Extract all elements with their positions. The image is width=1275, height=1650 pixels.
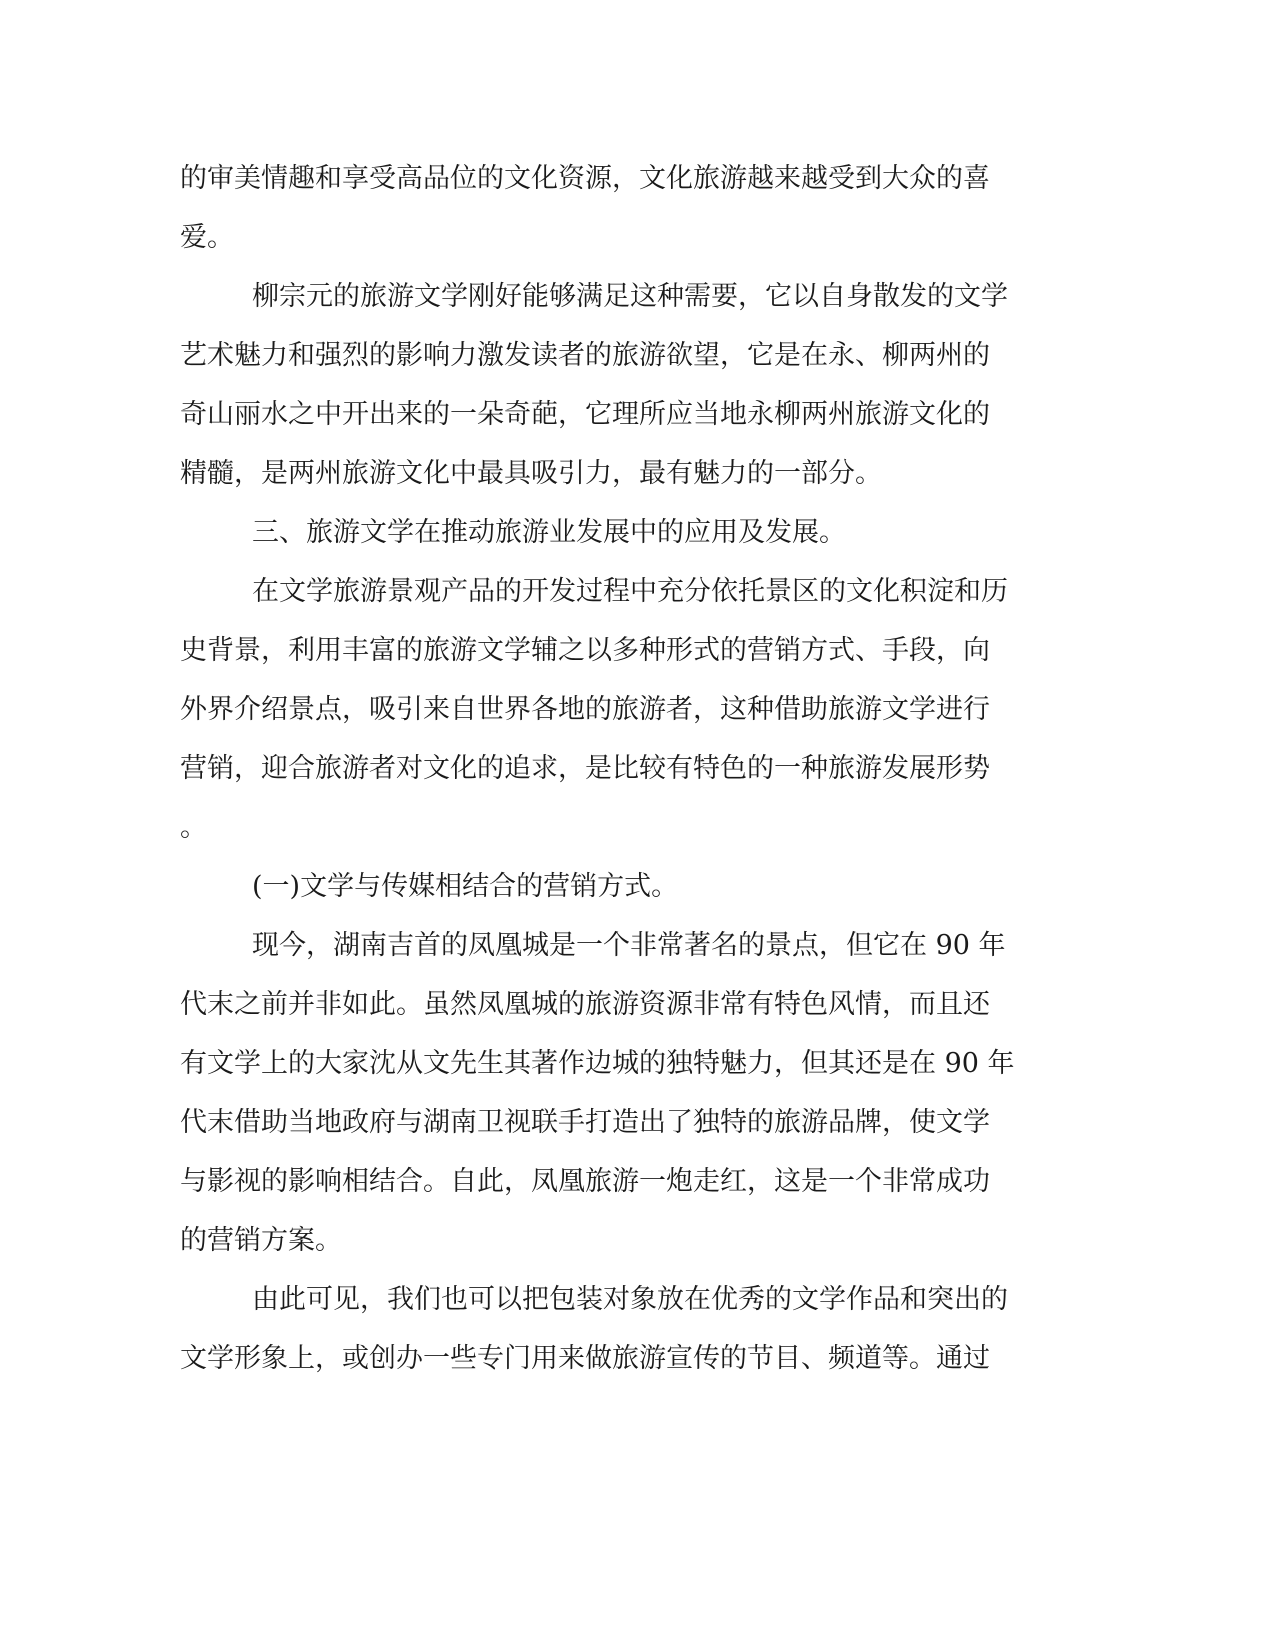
text-line-3: 柳宗元的旅游文学刚好能够满足这种需要，它以自身散发的文学 bbox=[252, 281, 1008, 312]
text-line-1: 的审美情趣和享受高品位的文化资源，文化旅游越来越受到大众的喜 bbox=[180, 163, 990, 194]
text-line-16: 有文学上的大家沈从文先生其著作边城的独特魅力，但其还是在 90 年 bbox=[180, 1048, 1015, 1079]
text-line-18: 与影视的影响相结合。自此，凤凰旅游一炮走红，这是一个非常成功 bbox=[180, 1166, 990, 1197]
text-line-14: 现今，湖南吉首的凤凰城是一个非常著名的景点，但它在 90 年 bbox=[252, 930, 1006, 961]
text-line-6: 精髓，是两州旅游文化中最具吸引力，最有魅力的一部分。 bbox=[180, 458, 882, 489]
text-line-20: 由此可见，我们也可以把包装对象放在优秀的文学作品和突出的 bbox=[252, 1284, 1008, 1315]
text-line-21: 文学形象上，或创办一些专门用来做旅游宣传的节目、频道等。通过 bbox=[180, 1343, 990, 1374]
text-line-15: 代末之前并非如此。虽然凤凰城的旅游资源非常有特色风情，而且还 bbox=[180, 989, 990, 1020]
text-line-12: 。 bbox=[180, 812, 207, 843]
section-heading: 三、旅游文学在推动旅游业发展中的应用及发展。 bbox=[252, 517, 846, 548]
text-line-17: 代末借助当地政府与湖南卫视联手打造出了独特的旅游品牌，使文学 bbox=[180, 1107, 990, 1138]
text-line-19: 的营销方案。 bbox=[180, 1225, 342, 1256]
subsection-heading: (一)文学与传媒相结合的营销方式。 bbox=[252, 871, 679, 902]
text-line-11: 营销，迎合旅游者对文化的追求，是比较有特色的一种旅游发展形势 bbox=[180, 753, 990, 784]
text-line-8: 在文学旅游景观产品的开发过程中充分依托景区的文化积淀和历 bbox=[252, 576, 1008, 607]
text-line-5: 奇山丽水之中开出来的一朵奇葩，它理所应当地永柳两州旅游文化的 bbox=[180, 399, 990, 430]
text-line-10: 外界介绍景点，吸引来自世界各地的旅游者，这种借助旅游文学进行 bbox=[180, 694, 990, 725]
text-line-2: 爱。 bbox=[180, 222, 234, 253]
text-line-4: 艺术魅力和强烈的影响力激发读者的旅游欲望，它是在永、柳两州的 bbox=[180, 340, 990, 371]
text-line-9: 史背景，利用丰富的旅游文学辅之以多种形式的营销方式、手段，向 bbox=[180, 635, 990, 666]
